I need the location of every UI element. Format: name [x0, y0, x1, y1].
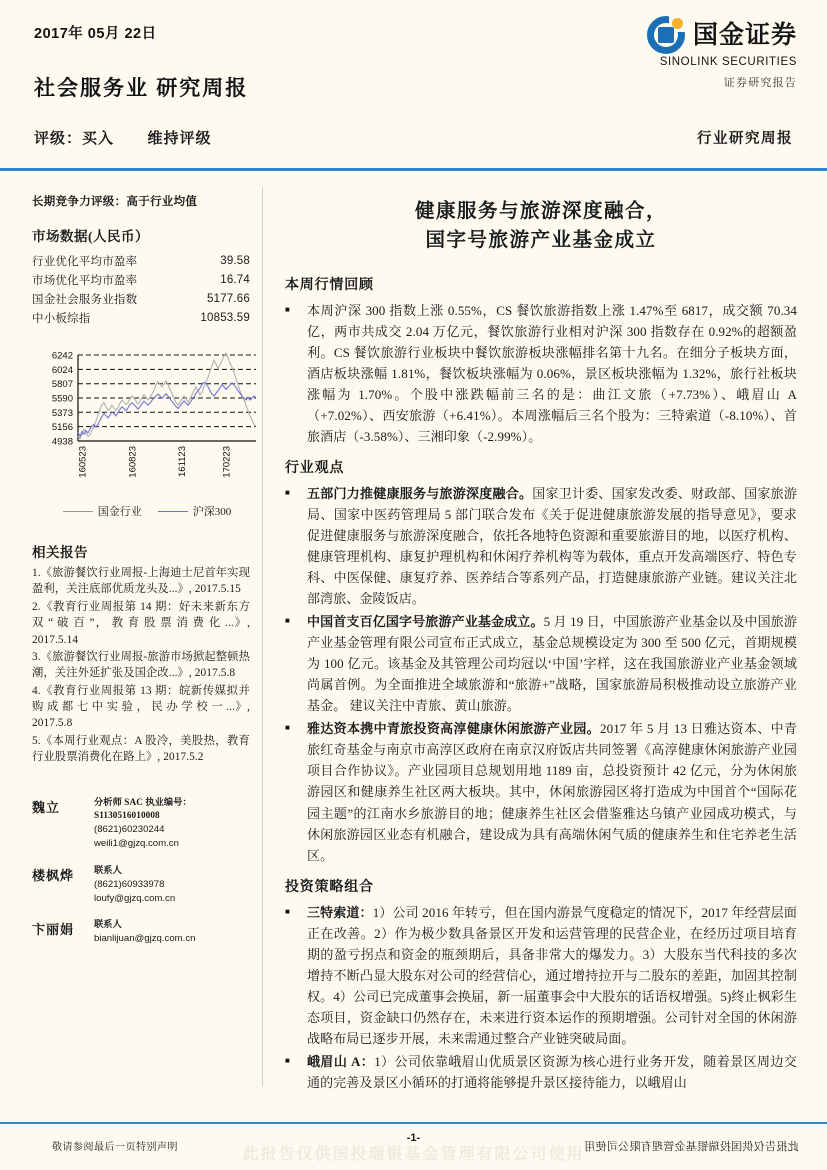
analyst-email[interactable]: weili1@gjzq.com.cn [94, 838, 179, 850]
bullet-square-icon [285, 902, 307, 1049]
bullet-square-icon [285, 483, 307, 609]
bullet-item [285, 718, 797, 865]
list-item[interactable]: 2.《教育行业周报第 14 期：好未来新东方双 “ 破 百 ”， 教 育 股 票 消 费 化 ...》, 2017.5.14 [32, 600, 250, 646]
legend-swatch-icon [158, 511, 188, 512]
bullet-item [285, 902, 797, 1049]
analyst-name: 楼枫烨 [32, 867, 75, 883]
analyst-phone: (8621)60230244 [94, 824, 165, 836]
analyst-name: 魏立 [32, 799, 61, 815]
analyst-role: 联系人 [94, 919, 122, 930]
svg-text:5156: 5156 [51, 422, 73, 434]
market-row-label: 行业优化平均市盈率 [32, 255, 138, 268]
footer-disclaimer: 敬请参阅最后一页特别声明 [52, 1142, 178, 1153]
report-date: 2017年 05月 22日 [34, 26, 157, 42]
analyst-role: 联系人 [94, 864, 122, 875]
analyst-role: 分析师 SAC 执业编号：S1130516010008 [94, 796, 192, 821]
bullet-lead: 峨眉山 A： [307, 1054, 375, 1069]
bullet-text [307, 718, 797, 865]
legend-label: 国金行业 [97, 506, 142, 518]
index-performance-chart [32, 347, 262, 519]
legend-item-1 [158, 503, 232, 519]
report-industry-title: 社会服务业 研究周报 [34, 76, 249, 100]
analyst-email[interactable]: loufy@gjzq.com.cn [94, 893, 176, 905]
rating-value: 评级：买入 [34, 131, 115, 147]
market-data-title: 市场数据(人民币） [32, 229, 149, 244]
svg-text:6242: 6242 [51, 350, 73, 362]
related-reports-title: 相关报告 [32, 545, 88, 560]
bullet-item [285, 1051, 797, 1093]
page-title-line-2: 国字号旅游产业基金成立 [425, 230, 657, 252]
chart-legend [32, 503, 262, 519]
bullet-square-icon [285, 1051, 307, 1093]
bullet-square-icon [285, 611, 307, 716]
sinolink-logo-icon [647, 16, 685, 54]
page-title [285, 197, 797, 256]
table-row [32, 251, 250, 270]
bullet-text [307, 902, 797, 1049]
bullet-text [307, 1051, 797, 1093]
svg-text:160823: 160823 [127, 446, 139, 478]
report-footer [0, 1122, 827, 1170]
legend-label: 沪深300 [192, 506, 232, 518]
bullet-square-icon [285, 300, 307, 447]
analyst-name: 卞丽娟 [32, 922, 75, 938]
market-data-table [32, 251, 250, 327]
analyst-email[interactable]: bianlijuan@gjzq.com.cn [94, 933, 196, 945]
bullet-lead: 中国首支百亿国字号旅游产业基金成立。 [307, 614, 544, 630]
market-row-label: 中小板综指 [32, 312, 91, 325]
market-row-value: 5177.66 [207, 292, 250, 305]
bullet-body: 2017 年 5 月 13 日雅达资本、中青旅红奇基金与南京市高淳区政府在南京汉府饭店共同签署《高淳健康休闲旅游产业园项目合作协议》。产业园项目总规划用地 1189 亩，总投资预计 42 亿元，分为休闲旅游园区和健康养生社区两大板块。其中，休闲旅游园区将打造成为中国首个“国际花园主题”的江南水乡旅游目的地；健康养生社区会借鉴雅达乌镇产业园成功模式，与休闲旅游园区业态有机融合，建设成为具有高端休闲气质的健康养生和住宅养老生活区。 [307, 721, 798, 863]
main-content [263, 183, 827, 1112]
table-row [32, 289, 250, 308]
bullet-text: 本周沪深 300 指数上涨 0.55%，CS 餐饮旅游指数上涨 1.47%至 6817，成交额 70.34 亿，两市共成交 2.04 万亿元，餐饮旅游行业相对沪深 300 指数存在 0.92%的超额盈利。CS 餐饮旅游行业板块中餐饮旅游板块涨幅排名第十九名。在细分子板块方面，酒店板块涨幅 1.81%，餐饮板块涨幅为 0.06%，景区板块涨幅为 1.32%，旅行社板块涨幅为 1.70%。个股中涨跌幅前三名的是：曲江文旅（+7.73%）、峨眉山 A（+7.02%）、西安旅游（+6.41%）。本周涨幅后三名个股为：三特索道（-8.10%）、首旅酒店（-3.58%）、三湘印象（-2.99%）。 [307, 302, 797, 444]
sidebar [0, 183, 262, 1112]
svg-text:4938: 4938 [51, 436, 73, 448]
list-item[interactable]: 3.《旅游餐饮行业周报-旅游市场掀起整顿热潮，关注外延扩张及国企改...》, 2017.5.8 [32, 650, 250, 680]
brand-name-cn: 国金证券 [692, 21, 797, 49]
analyst-entry [32, 918, 250, 946]
report-kind-label: 行业研究周报 [697, 131, 793, 147]
svg-text:161123: 161123 [177, 446, 189, 477]
svg-text:5590: 5590 [51, 393, 73, 405]
bullet-body: 5 月 19 日，中国旅游产业基金以及中国旅游产业基金管理有限公司宣布正式成立，基金总规模设定为 300 至 500 亿元，首期规模为 100 亿元。该基金及其管理公司均冠以‘中国’字样，这在我国旅游业产业基金领域尚属首例。为全面推进全域旅游和“旅游+”战略，国家旅游局积极推动设立旅游产业基金。 建议关注中青旅、黄山旅游。 [307, 614, 797, 714]
chart-canvas [32, 347, 262, 497]
rating-line [34, 127, 212, 148]
bullet-text [307, 483, 797, 609]
analyst-contacts [32, 796, 250, 947]
svg-text:160523: 160523 [77, 446, 89, 478]
page-number: -1- [406, 1132, 421, 1144]
bullet-lead: 三特索道： [307, 904, 373, 920]
bullet-body: 1）公司 2016 年转亏，但在国内游景气度稳定的情况下，2017 年经营层面正在改善。2）作为极少数具备景区开发和运营管理的民营企业，在经历过项目培育期的盈亏拐点和资金的瓶颈期后，具备非常大的爆发力。3）大股东当代科技的多次增持不断凸显大股东对公司的经营信心，通过增持拉开与二股东的差距，加固其控制权。4）公司已完成董事会换届，新一届董事会中大股东的话语权增强。5)终止枫彩生态项目，资金缺口仍然存在，未来进行资本运作的预期增强。公司针对全国的休闲游战略布局已逐步开展，未来需通过整合产业链突破局面。 [307, 904, 797, 1046]
brand-logo-block [582, 16, 797, 90]
svg-text:5373: 5373 [51, 407, 73, 419]
market-row-value: 39.58 [220, 254, 250, 267]
analyst-phone: (8621)60933978 [94, 878, 165, 890]
bullet-square-icon [285, 718, 307, 865]
table-row [32, 308, 250, 327]
competitiveness-rating: 长期竞争力评级：高于行业均值 [32, 196, 198, 208]
bullet-item [285, 483, 797, 609]
svg-text:6024: 6024 [51, 364, 73, 376]
analyst-entry [32, 864, 250, 907]
bullet-lead: 五部门力推健康服务与旅游深度融合。 [307, 485, 533, 501]
section-heading-strategy: 投资策略组合 [285, 879, 374, 895]
brand-name-en: SINOLINK SECURITIES [659, 56, 797, 68]
related-reports-list [32, 565, 250, 766]
section-heading-market-review: 本周行情回顾 [285, 277, 374, 293]
page-title-line-1: 健康服务与旅游深度融合， [414, 201, 667, 222]
list-item[interactable]: 4.《教育行业周报第 13 期：皖新传媒拟并购 成 都 七 中 实 验 ， 民 办 学 校 一 ...》, 2017.5.8 [32, 684, 250, 730]
svg-text:170223: 170223 [221, 446, 233, 478]
bullet-body: 1）公司依靠峨眉山优质景区资源为核心进行业务开发，随着景区周边交通的完善及景区小循环的打通将能够提升景区接待能力，以峨眉山 [307, 1054, 797, 1091]
rating-maintain: 维持评级 [147, 131, 212, 147]
market-row-value: 10853.59 [200, 311, 250, 324]
bullet-body: 国家卫计委、国家发改委、财政部、国家旅游局、国家中医药管理局 5 部门联合发布《关于促进健康旅游发展的指导意见》，要求促进健康服务与旅游深度融合，依托各地特色资源和重要旅游目的地，以医疗机构、健康管理机构、康复护理机构和休闲疗养机构等为载体，重点开发高端医疗、特色专科、中医保健、康复疗养、医养结合等系列产品，打造健康旅游产业链。建议关注北部湾旅、金陵饭店。 [307, 485, 797, 607]
market-row-value: 16.74 [220, 273, 250, 286]
bullet-text [307, 611, 797, 716]
watermark: 此报告仅供国投瑞银基金管理有限公司使用 [242, 1146, 585, 1163]
report-header [0, 0, 827, 168]
list-item[interactable]: 1.《旅游餐饮行业周报-上海迪士尼首年实现盈利，关注底部优质龙头及...》, 2017.5.15 [32, 567, 250, 596]
table-row [32, 270, 250, 289]
report-body [0, 171, 827, 1112]
report-type-label: 证券研究报告 [723, 77, 797, 89]
list-item[interactable]: 5.《本周行业观点：A 股冷，美股热，教育行业股票消费化在路上》, 2017.5.2 [32, 734, 250, 764]
market-row-label: 市场优化平均市盈率 [32, 274, 138, 287]
bullet-item [285, 611, 797, 716]
svg-text:5807: 5807 [51, 379, 73, 391]
footer-usage-note: 此报告仅供国投瑞银基金管理有限公司使用 [584, 1141, 799, 1153]
market-row-label: 国金社会服务业指数 [32, 293, 138, 306]
legend-item-0 [63, 503, 142, 519]
bullet-item [285, 300, 797, 447]
section-heading-industry-view: 行业观点 [285, 460, 345, 476]
analyst-entry [32, 796, 250, 852]
legend-swatch-icon [63, 511, 93, 512]
bullet-lead: 雅达资本携中青旅投资高淳健康休闲旅游产业园。 [307, 721, 600, 737]
